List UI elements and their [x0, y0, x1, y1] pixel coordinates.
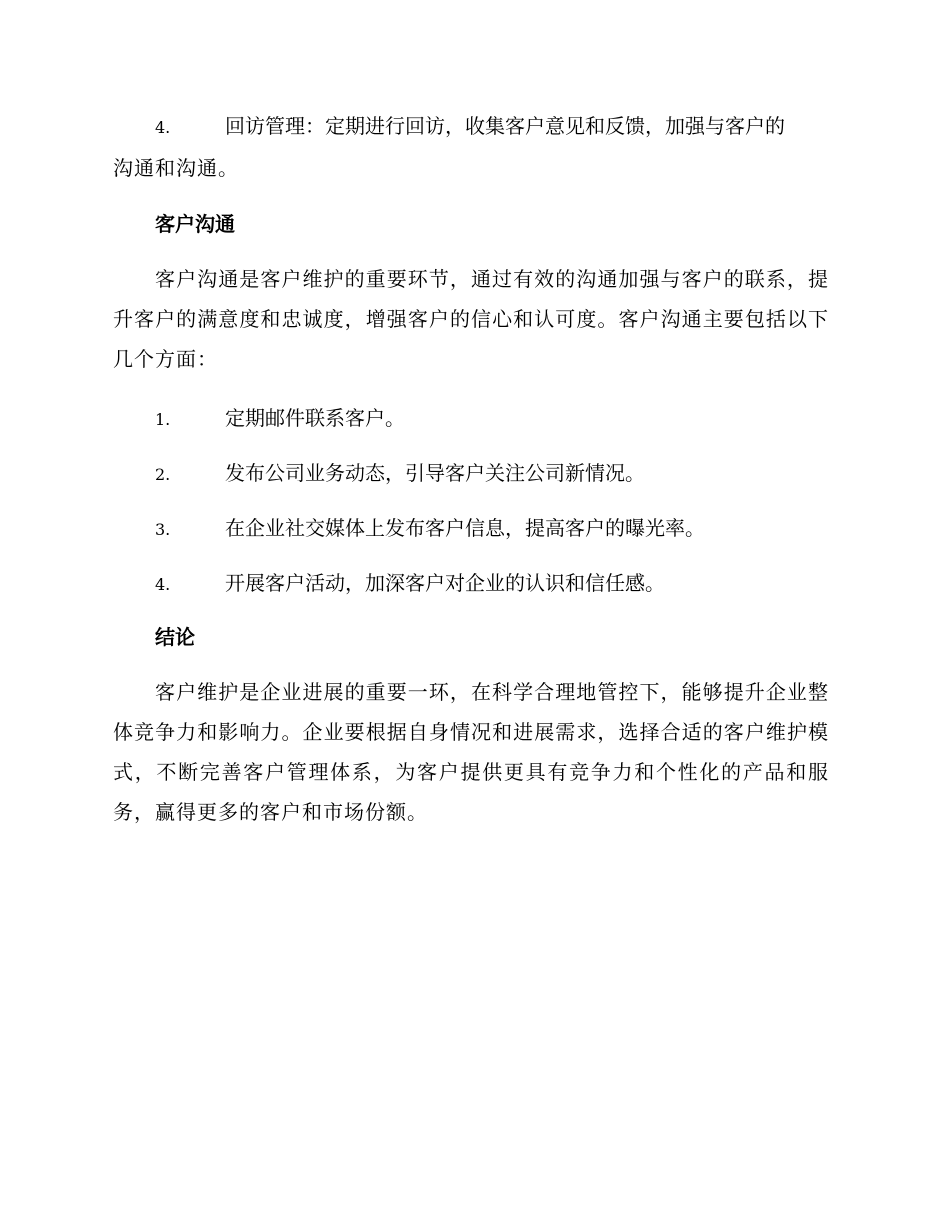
list-item — [155, 512, 829, 546]
list-item-number: 2. — [155, 465, 171, 484]
list-item-number: 4. — [155, 118, 171, 137]
list-item-number: 4. — [155, 575, 171, 594]
section-heading-conclusion: 结论 — [155, 625, 195, 649]
list-item — [155, 457, 829, 491]
list-item-continuation: 沟通和沟通。 — [113, 156, 239, 180]
paragraph-communication: 客户沟通是客户维护的重要环节，通过有效的沟通加强与客户的联系，提升客户的满意度和忠诚度，增强客户的信心和认可度。客户沟通主要包括以下几个方面： — [113, 267, 829, 371]
list-item-text: 开展客户活动，加深客户对企业的认识和信任感。 — [225, 571, 665, 595]
list-item — [155, 402, 829, 436]
list-item-text: 发布公司业务动态，引导客户关注公司新情况。 — [225, 461, 645, 485]
list-item-text: 回访管理：定期进行回访，收集客户意见和反馈，加强与客户的 — [225, 114, 785, 138]
list-item-text: 在企业社交媒体上发布客户信息，提高客户的曝光率。 — [225, 516, 705, 540]
list-item-number: 3. — [155, 520, 171, 539]
section-heading-communication: 客户沟通 — [155, 212, 235, 236]
list-item-text: 定期邮件联系客户。 — [225, 406, 405, 430]
list-item — [155, 567, 829, 601]
list-item — [155, 110, 829, 144]
list-item-number: 1. — [155, 410, 171, 429]
paragraph-conclusion: 客户维护是企业进展的重要一环，在科学合理地管控下，能够提升企业整体竞争力和影响力。企业要根据自身情况和进展需求，选择合适的客户维护模式，不断完善客户管理体系，为客户提供更具有竞争力和个性化的产品和服务，赢得更多的客户和市场份额。 — [113, 680, 829, 824]
